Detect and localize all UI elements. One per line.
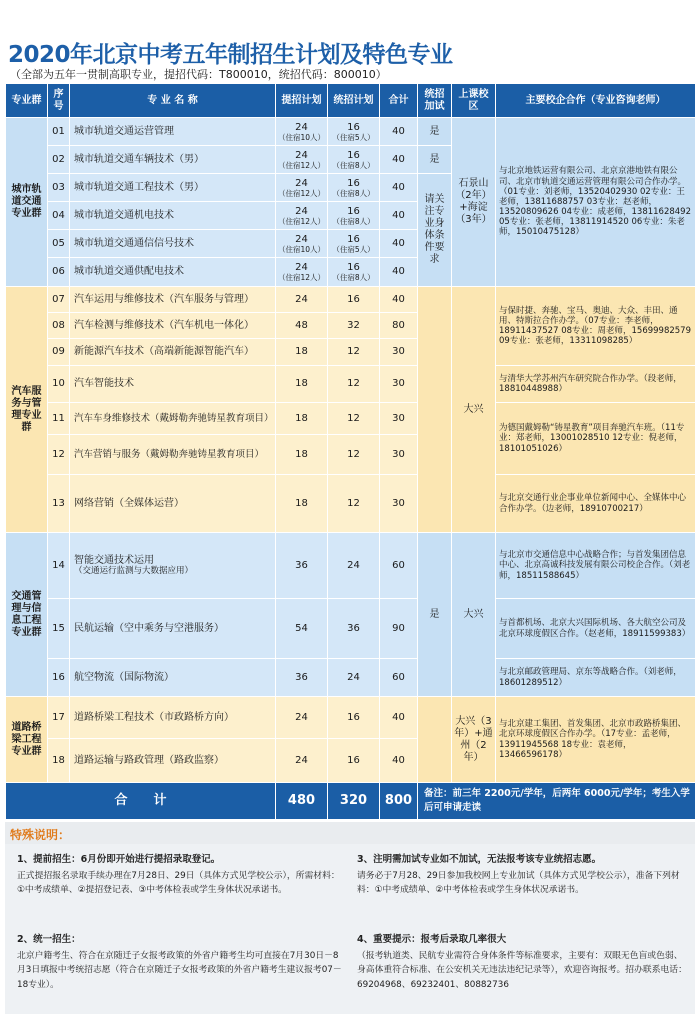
major-name: 新能源汽车技术（高端新能源智能汽车） [70, 339, 276, 366]
major-name: 城市轨道交通车辆技术（男） [70, 146, 276, 174]
total-cell: 30 [380, 403, 418, 435]
early-cell: 24 （住宿12人） [276, 174, 328, 202]
coop-cell: 与北京市交通信息中心战略合作；与首发集团信息中心、北京高诚科技发展有限公司校企合作。（刘老师，18511588645） [496, 533, 696, 599]
total-cell: 40 [380, 146, 418, 174]
unified-cell: 12 [328, 403, 380, 435]
enrollment-table [5, 83, 696, 820]
early-cell: 24 [276, 697, 328, 739]
coop-cell: 与清华大学苏州汽车研究院合作办学。（段老师，18810448988） [496, 366, 696, 403]
total-cell: 40 [380, 739, 418, 783]
unified-cell: 16 （住宿8人） [328, 258, 380, 287]
note-head: 1、提前招生：6月份即开始进行提招录取登记。 [17, 854, 221, 865]
seq-cell: 10 [48, 366, 70, 403]
total-cell: 40 [380, 697, 418, 739]
total-unified: 320 [328, 783, 380, 820]
major-name: 民航运输（空中乘务与空港服务） [70, 599, 276, 659]
early-cell: 24 [276, 287, 328, 313]
coop-cell: 与北京建工集团、首发集团、北京市政路桥集团、北京环球度假区合作办学。（17专业：孟老师，13911945568 18专业：袁老师，13466596178） [496, 697, 696, 783]
total-cell: 30 [380, 366, 418, 403]
unified-cell: 16 （住宿8人） [328, 174, 380, 202]
table-row [6, 366, 696, 403]
early-cell: 18 [276, 475, 328, 533]
unified-cell: 16 （住宿8人） [328, 146, 380, 174]
total-early: 480 [276, 783, 328, 820]
header-campus: 上课校区 [452, 84, 496, 118]
header-seq: 序号 [48, 84, 70, 118]
major-name: 汽车车身维修技术（戴姆勒奔驰铸星教育项目） [70, 403, 276, 435]
seq-cell: 08 [48, 313, 70, 339]
table-row [6, 287, 696, 313]
early-cell: 24 （住宿10人） [276, 230, 328, 258]
table-row [6, 659, 696, 697]
early-cell: 24 （住宿12人） [276, 146, 328, 174]
unified-cell: 16 （住宿5人） [328, 230, 380, 258]
total-cell: 40 [380, 258, 418, 287]
total-cell: 90 [380, 599, 418, 659]
table-row [6, 475, 696, 533]
special-notes-title: 特殊说明： [10, 828, 71, 842]
major-name: 道路桥梁工程技术（市政路桥方向） [70, 697, 276, 739]
header-group: 专业群 [6, 84, 48, 118]
note-body: 北京户籍考生、符合在京随迁子女报考政策的外省户籍考生均可直接在7月30日－8月3日填报中考统招志愿（符合在京随迁子女报考政策的外省户籍考生建议报考07－18专业）。 [17, 950, 342, 990]
seq-cell: 05 [48, 230, 70, 258]
unified-cell: 16 （住宿8人） [328, 202, 380, 230]
header-total: 合计 [380, 84, 418, 118]
campus-cell: 大兴 [452, 287, 496, 533]
note-body: 正式提招报名录取手续办理在7月28日、29日（具体方式见学校公示），所需材料：①中考成绩单、②提招登记表、③中考体检表或学生身体状况承诺书。 [17, 870, 340, 896]
early-cell: 36 [276, 659, 328, 697]
major-name: 城市轨道交通供配电技术 [70, 258, 276, 287]
seq-cell: 16 [48, 659, 70, 697]
total-cell: 40 [380, 202, 418, 230]
note-body: （报考轨道类、民航专业需符合身体条件等标准要求，主要有：双眼无色盲或色弱、身高体重符合标准、在公安机关无违法违纪记录等），欢迎咨询报考。招办联系电话：69204968、69232401、80882736 [357, 950, 687, 990]
note-head: 3、注明需加试专业如不加试，无法报考该专业统招志愿。 [357, 854, 602, 865]
unified-cell: 32 [328, 313, 380, 339]
seq-cell: 18 [48, 739, 70, 783]
extra-cell [418, 697, 452, 783]
seq-cell: 17 [48, 697, 70, 739]
seq-cell: 14 [48, 533, 70, 599]
seq-cell: 02 [48, 146, 70, 174]
seq-cell: 11 [48, 403, 70, 435]
major-name: 城市轨道交通工程技术（男） [70, 174, 276, 202]
seq-cell: 13 [48, 475, 70, 533]
special-notes-section [5, 822, 695, 1014]
total-cell: 40 [380, 230, 418, 258]
unified-cell: 12 [328, 475, 380, 533]
page-subtitle: （全部为五年一贯制高职专业，提招代码：T800010，统招代码：800010） [10, 68, 387, 81]
header-name: 专 业 名 称 [70, 84, 276, 118]
campus-cell: 石景山（2年）+海淀（3年） [452, 118, 496, 287]
group-name: 道路桥梁工程专业群 [6, 697, 48, 783]
table-row [6, 599, 696, 659]
major-name: 网络营销（全媒体运营） [70, 475, 276, 533]
unified-cell: 16 （住宿5人） [328, 118, 380, 146]
campus-cell: 大兴（3年）+通州（2年） [452, 697, 496, 783]
table-row [6, 697, 696, 739]
extra-cell: 是 [418, 118, 452, 146]
note-body: 请务必于7月28、29日参加我校网上专业加试（具体方式见学校公示），准备下列材料：①中考成绩单、②中考体检表或学生身体状况承诺书。 [357, 870, 680, 896]
header-unified: 统招计划 [328, 84, 380, 118]
unified-cell: 24 [328, 533, 380, 599]
coop-cell: 为德国戴姆勒“铸星教育”项目奔驰汽车班。（11专业：郑老师，13001028510 12专业：倪老师，18101051026） [496, 403, 696, 475]
seq-cell: 09 [48, 339, 70, 366]
total-cell: 30 [380, 475, 418, 533]
early-cell: 18 [276, 339, 328, 366]
extra-cell: 是 [418, 146, 452, 174]
major-name: 城市轨道交通机电技术 [70, 202, 276, 230]
major-name: 汽车检测与维修技术（汽车机电一体化） [70, 313, 276, 339]
early-cell: 48 [276, 313, 328, 339]
total-cell: 30 [380, 435, 418, 475]
coop-cell: 与北京地铁运营有限公司、北京京港地铁有限公司、北京市轨道交通运营管理有限公司合作办学。（01专业：刘老师，13520402930 02专业：王老师，13811688757 03专业：赵老师，13520809626 04专业：成老师，13811628492 05专业：张老师，13811914520 06专业：朱老师，15010475128） [496, 118, 696, 287]
total-cell: 40 [380, 174, 418, 202]
early-cell: 24 （住宿10人） [276, 118, 328, 146]
major-name: 道路运输与路政管理（路政监察） [70, 739, 276, 783]
total-cell: 40 [380, 118, 418, 146]
unified-cell: 12 [328, 366, 380, 403]
group-name: 汽车服务与管理专业群 [6, 287, 48, 533]
seq-cell: 04 [48, 202, 70, 230]
note-4 [357, 932, 687, 992]
major-name: 汽车智能技术 [70, 366, 276, 403]
early-cell: 54 [276, 599, 328, 659]
major-name: 城市轨道交通通信信号技术 [70, 230, 276, 258]
header-early: 提招计划 [276, 84, 328, 118]
early-cell: 18 [276, 435, 328, 475]
coop-cell: 与北京交通行业企事业单位新闻中心、全媒体中心合作办学。（边老师，18910700217） [496, 475, 696, 533]
extra-cell: 是 [418, 533, 452, 697]
early-cell: 18 [276, 403, 328, 435]
seq-cell: 15 [48, 599, 70, 659]
note-3 [357, 852, 687, 898]
total-cell: 60 [380, 533, 418, 599]
group-name: 城市轨道交通专业群 [6, 118, 48, 287]
major-name: 航空物流（国际物流） [70, 659, 276, 697]
total-sum: 800 [380, 783, 418, 820]
major-name: 城市轨道交通运营管理 [70, 118, 276, 146]
unified-cell: 12 [328, 435, 380, 475]
early-cell: 24 （住宿12人） [276, 258, 328, 287]
campus-cell: 大兴 [452, 533, 496, 697]
note-head: 4、重要提示：报考后录取几率很大 [357, 934, 507, 945]
fee-note: 备注：前三年 2200元/学年，后两年 6000元/学年；考生入学后可申请走读 [418, 783, 696, 820]
coop-cell: 与保时捷、奔驰、宝马、奥迪、大众、丰田、通用、特斯拉合作办学。（07专业：李老师，18911437527 08专业：周老师，15699982579 09专业：张老师，13311098285） [496, 287, 696, 366]
total-row [6, 783, 696, 820]
early-cell: 36 [276, 533, 328, 599]
total-cell: 30 [380, 339, 418, 366]
major-name: 汽车营销与服务（戴姆勒奔驰铸星教育项目） [70, 435, 276, 475]
seq-cell: 12 [48, 435, 70, 475]
note-head: 2、统一招生： [17, 934, 81, 945]
total-cell: 40 [380, 287, 418, 313]
table-row [6, 403, 696, 435]
table-row [6, 533, 696, 599]
unified-cell: 16 [328, 287, 380, 313]
extra-cell [418, 287, 452, 533]
unified-cell: 12 [328, 339, 380, 366]
coop-cell: 与首都机场、北京大兴国际机场、各大航空公司及北京环球度假区合作。（赵老师，18911599383） [496, 599, 696, 659]
seq-cell: 06 [48, 258, 70, 287]
seq-cell: 03 [48, 174, 70, 202]
major-name: 汽车运用与维修技术（汽车服务与管理） [70, 287, 276, 313]
group-name: 交通管理与信息工程专业群 [6, 533, 48, 697]
extra-cell: 请关注专业身体条件要求 [418, 174, 452, 287]
coop-cell: 与北京邮政管理局、京东等战略合作。（刘老师，18601289512） [496, 659, 696, 697]
header-extra: 统招加试 [418, 84, 452, 118]
seq-cell: 01 [48, 118, 70, 146]
total-label: 合 计 [6, 783, 276, 820]
seq-cell: 07 [48, 287, 70, 313]
table-row [6, 118, 696, 146]
unified-cell: 16 [328, 697, 380, 739]
page-title: 2020年北京中考五年制招生计划及特色专业 [8, 42, 453, 68]
note-2 [17, 932, 342, 992]
header-coop: 主要校企合作（专业咨询老师） [496, 84, 696, 118]
early-cell: 24 [276, 739, 328, 783]
unified-cell: 36 [328, 599, 380, 659]
special-notes-bar [5, 822, 695, 844]
unified-cell: 16 [328, 739, 380, 783]
table-header-row [6, 84, 696, 118]
unified-cell: 24 [328, 659, 380, 697]
note-1 [17, 852, 342, 898]
total-cell: 60 [380, 659, 418, 697]
major-name: 智能交通技术运用 （交通运行监测与大数据应用） [70, 533, 276, 599]
early-cell: 18 [276, 366, 328, 403]
total-cell: 80 [380, 313, 418, 339]
early-cell: 24 （住宿12人） [276, 202, 328, 230]
